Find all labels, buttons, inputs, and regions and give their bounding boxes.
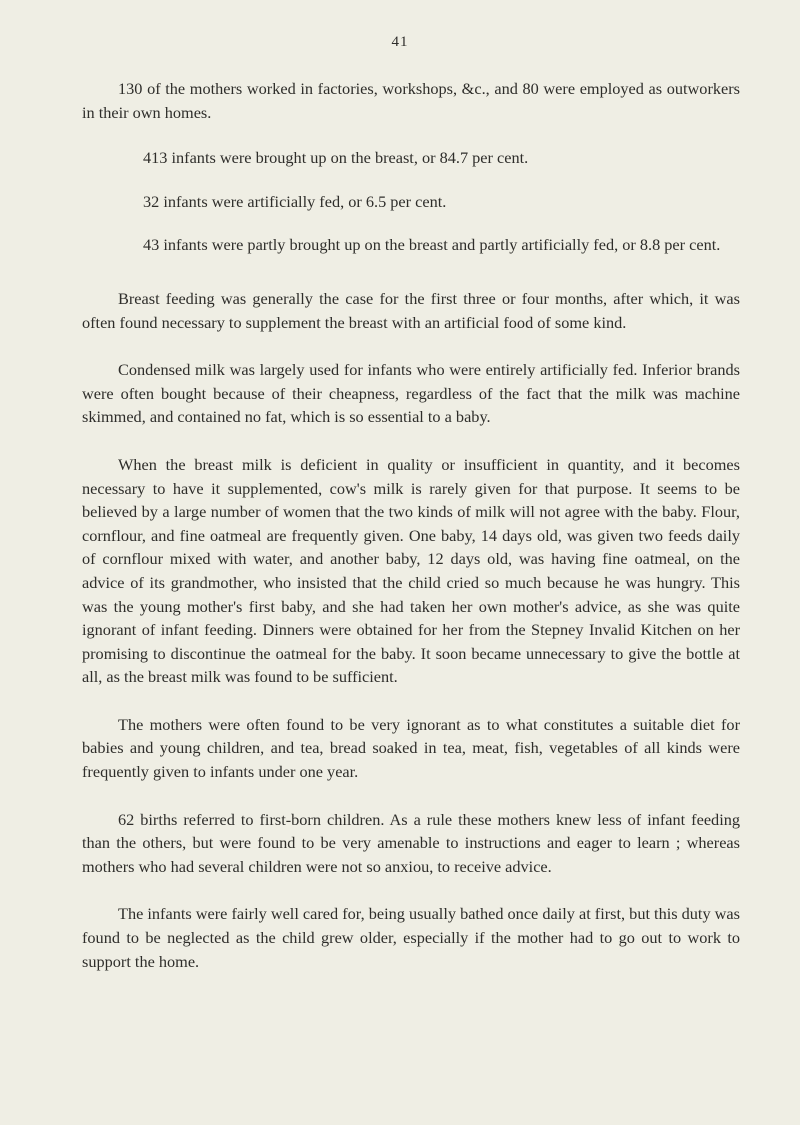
page-body bbox=[82, 77, 740, 997]
intro-paragraph: 130 of the mothers worked in factories, workshops, &c., and 80 were employed as outworkers in their own homes. bbox=[82, 79, 740, 122]
paragraph-breast-feeding: Breast feeding was generally the case for the first three or four months, after which, it was often found necessary to supplement the breast with an artificial food of some kind. bbox=[82, 288, 740, 332]
paragraph-diet: The mothers were often found to be very ignorant as to what constitutes a suitable diet for babies and young children, and tea, bread soaked in tea, meat, fish, vegetables of all kinds were frequently given to infants under one year. bbox=[82, 714, 740, 782]
paragraph-infant-care: The infants were fairly well cared for, being usually bathed once daily at first, but this duty was found to be neglected as the child grew older, especially if the mother had to go out to work to support the home. bbox=[82, 904, 740, 971]
paragraph-deficient-milk: When the breast milk is deficient in quality or insufficient in quantity, and it becomes necessary to have it supplemented, cow's milk is rarely given for that purpose. It seems to be believed by a large number of women that the two kinds of milk will not agree with the baby. Flour, cornflour, and fine oatmeal are frequently given. One baby, 14 days old, was given two feeds daily of cornflour mixed with water, and another baby, 12 days old, was having fine oatmeal, on the advice of its grandmother, who insisted that the child cried so much because he was hungry. This was the young mother's first baby, and she had taken her own mother's advice, as she was quite ignorant of infant feeding. Dinners were obtained for her from the Stepney Invalid Kitchen on her promising to discontinue the oatmeal for the baby. It soon became unnecessary to give the bottle at all, as the breast milk was found to be sufficient. bbox=[82, 454, 740, 687]
page-number: 41 bbox=[391, 34, 409, 50]
stat-partly-fed: 43 infants were partly brought up on the breast and partly artificially fed, or 8.8 per cent. bbox=[143, 235, 721, 255]
paragraph-first-born: 62 births referred to first-born children. As a rule these mothers knew less of infant feeding than the others, but were found to be very amenable to instructions and eager to learn ; whereas mothers who had several children were not so anxiou, to receive advice. bbox=[82, 809, 740, 876]
stat-artificially-fed: 32 infants were artificially fed, or 6.5 per cent. bbox=[143, 191, 447, 211]
paragraph-condensed-milk: Condensed milk was largely used for infants who were entirely artificially fed. Inferior brands were often bought because of their cheapness, regardless of the fact that the milk was machine skimmed, and contained no fat, which is so essential to a baby. bbox=[82, 360, 740, 427]
stat-breast-fed: 413 infants were brought up on the breast, or 84.7 per cent. bbox=[143, 148, 529, 168]
